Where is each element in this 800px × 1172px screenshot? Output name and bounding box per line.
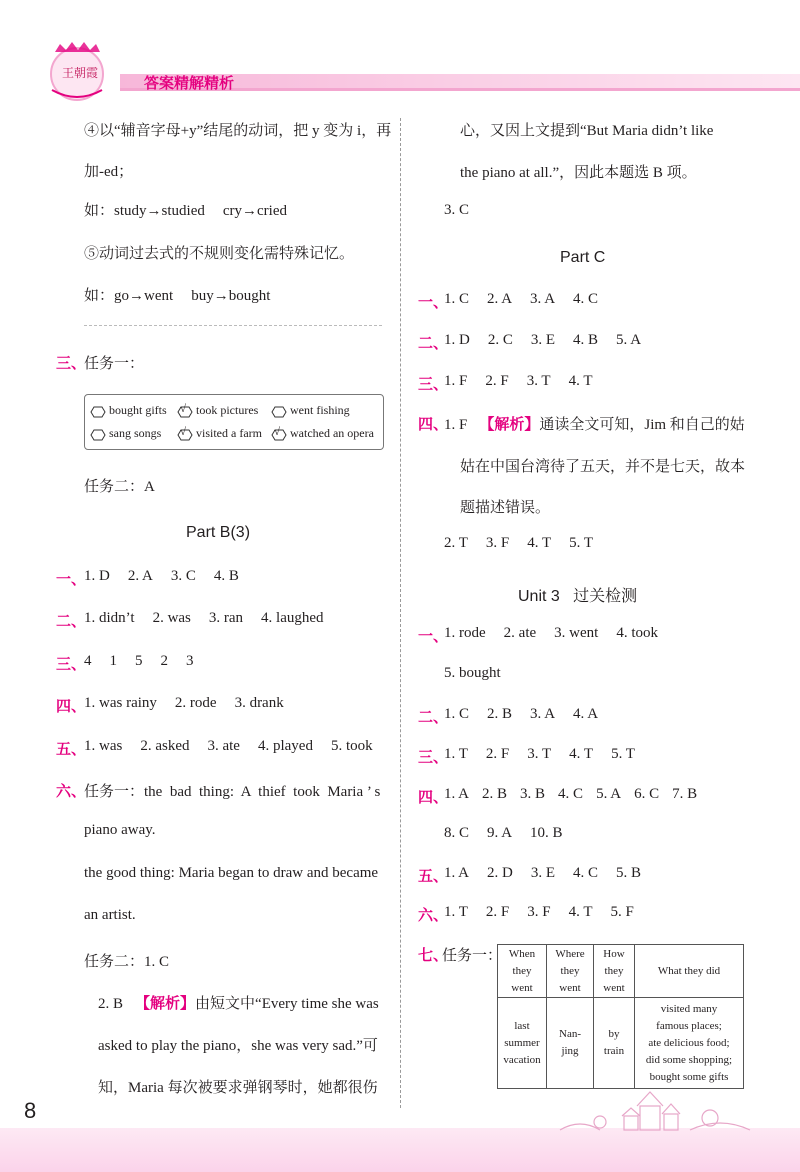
answer: 2. D <box>487 865 513 881</box>
answer: 3 <box>186 653 194 669</box>
answer-row <box>84 695 284 712</box>
cell-line: When <box>508 947 536 960</box>
answer-row <box>444 706 598 723</box>
option-text: watched an opera <box>290 426 374 440</box>
answer: 3. A <box>530 291 556 307</box>
answer: 7. B <box>672 786 698 802</box>
example-label: 如： <box>84 203 115 219</box>
answer: 10. B <box>530 825 563 841</box>
answer-row <box>444 825 563 842</box>
cell-line: jing <box>561 1045 579 1057</box>
analysis-text: 题描述错误。 <box>460 500 551 516</box>
question-label: 四、 <box>418 789 449 806</box>
answer: 1 <box>109 653 117 669</box>
hexagon-icon <box>177 425 193 440</box>
answer: 1. A <box>444 786 470 802</box>
answer-row <box>444 332 641 349</box>
cell-line: How <box>603 947 625 960</box>
answer: 1. C <box>444 706 470 722</box>
answer-row <box>444 865 641 882</box>
answer: 1. T <box>444 746 468 762</box>
answer: 2. ate <box>503 625 537 641</box>
answer: 4. B <box>573 332 599 348</box>
answer: 3. C <box>170 568 196 584</box>
answer: 3. ate <box>207 738 240 754</box>
question-label: 一、 <box>418 628 449 645</box>
cell-line: they <box>512 964 532 977</box>
cell-line: last <box>514 1019 530 1032</box>
answer-row <box>444 535 593 552</box>
answer: 4. T <box>569 746 594 762</box>
footer-castle-decoration <box>540 1088 780 1138</box>
logo-text: 王朝霞 <box>62 66 99 80</box>
answer-row <box>444 904 634 921</box>
option <box>177 403 258 418</box>
answer: 2. C <box>487 332 513 348</box>
q6-line-1: 任务一：the bad thing: A thief took Maria ’ s <box>84 784 381 800</box>
answer: 1. D <box>84 568 110 584</box>
answer-row <box>444 625 658 642</box>
analysis-text: 姑在中国台湾待了五天，并不是七天，故本 <box>460 459 746 475</box>
cell-line: by <box>608 1028 620 1040</box>
cell-line: went <box>511 981 533 994</box>
question-label: 五、 <box>418 868 449 885</box>
rule-4-line-2: 加-ed； <box>84 164 134 180</box>
answer: 4 <box>84 653 92 669</box>
analysis-continued: the piano at all.”，因此本题选 B 项。 <box>460 165 697 181</box>
answer: 9. A <box>487 825 513 841</box>
check-mark: √ <box>274 425 281 438</box>
example-item: go→went <box>114 288 174 304</box>
table-cell <box>635 998 744 1089</box>
answer: 4. took <box>616 625 658 641</box>
answer: 2. B <box>482 786 508 802</box>
example-1 <box>84 199 287 220</box>
answer: 3. A <box>530 706 556 722</box>
q6-task-2: 任务二：1. C <box>84 954 170 970</box>
table-header-row <box>498 945 744 998</box>
option <box>271 426 374 441</box>
answer: 2. A <box>127 568 153 584</box>
answer: 2. B <box>98 996 124 1012</box>
answer: 2. B <box>487 706 513 722</box>
answer-row <box>444 746 635 763</box>
cell-line: went <box>559 981 581 994</box>
analysis-text: 由短文中“Every time she was <box>195 996 379 1012</box>
answer: 5. A <box>616 332 642 348</box>
answer: 4. played <box>257 738 313 754</box>
answer: 5. F <box>610 904 634 920</box>
cell-line: ate delicious food; <box>648 1036 730 1049</box>
answer: 1. C <box>444 291 470 307</box>
answer: 4. T <box>527 535 552 551</box>
answer: 1. F <box>444 417 468 433</box>
table-header-cell <box>498 945 547 998</box>
option-text: visited a farm <box>196 426 262 440</box>
answer: 3. ran <box>208 610 244 626</box>
answer: 2. F <box>485 373 509 389</box>
cell-line: went <box>603 981 625 994</box>
hexagon-icon <box>177 402 193 417</box>
answer: 1. A <box>444 865 470 881</box>
answer: 4. T <box>568 904 593 920</box>
answer: 4. B <box>213 568 239 584</box>
answer: 2. T <box>444 535 468 551</box>
question-label: 三、 <box>56 656 87 673</box>
answer: 1. D <box>444 332 470 348</box>
task-options-box <box>84 394 384 450</box>
option-text: sang songs <box>109 426 162 440</box>
answer: 2 <box>160 653 168 669</box>
answer: 4. A <box>573 706 599 722</box>
answer: 4. C <box>573 291 599 307</box>
answer: 6. C <box>634 786 660 802</box>
answer: 5. T <box>611 746 635 762</box>
answer-table <box>497 944 744 1089</box>
example-item: cry→cried <box>222 203 287 219</box>
answer: 1. T <box>444 904 468 920</box>
page-header <box>0 0 800 112</box>
answer: 8. C <box>444 825 470 841</box>
example-item: buy→bought <box>191 288 271 304</box>
table-header-cell <box>547 945 594 998</box>
task-2-answer: 任务二：A <box>84 479 155 495</box>
answer: 3. went <box>554 625 599 641</box>
cell-line: What they did <box>657 964 721 977</box>
question-label: 二、 <box>56 613 87 630</box>
cell-line: vacation <box>503 1053 541 1066</box>
answer: 2. was <box>152 610 191 626</box>
question-label: 一、 <box>56 571 87 588</box>
answer: 1. rode <box>444 625 486 641</box>
question-label: 三、 <box>418 749 449 766</box>
part-b3-heading: Part B(3) <box>186 524 251 541</box>
answer-row <box>444 373 593 390</box>
header-decoration <box>0 0 800 112</box>
answer-row <box>84 653 194 670</box>
analysis-text: asked to play the piano，she was very sad.”可 <box>98 1038 378 1054</box>
answer: 4. T <box>568 373 593 389</box>
cell-line: they <box>560 964 580 977</box>
option-text: bought gifts <box>109 403 167 417</box>
answer: 5 <box>135 653 143 669</box>
answer: 5. B <box>616 865 642 881</box>
q6-line-4: an artist. <box>84 907 136 923</box>
table-row <box>498 998 744 1089</box>
section-title: 答案精解精析 <box>144 75 235 92</box>
answer: 2. asked <box>140 738 190 754</box>
cell-line: bought some gifts <box>649 1070 729 1083</box>
answer-row <box>444 291 598 308</box>
answer: 2. rode <box>174 695 217 711</box>
section-divider <box>84 325 382 326</box>
hexagon-icon <box>90 406 106 417</box>
answer: 3. drank <box>234 695 284 711</box>
answer: 5. took <box>330 738 373 754</box>
question-label: 三、 <box>418 376 449 393</box>
q6-line-3: the good thing: Maria began to draw and became <box>84 865 379 881</box>
answer: 3. B <box>520 786 546 802</box>
answer: 1. was rainy <box>84 695 157 711</box>
table-cell <box>547 998 594 1089</box>
question-label: 六、 <box>56 783 87 800</box>
check-mark: √ <box>180 402 187 415</box>
analysis-text: 知，Maria 每次被要求弹钢琴时，她都很伤 <box>98 1080 378 1096</box>
question-label: 七、 <box>418 947 449 964</box>
page-number: 8 <box>24 1098 37 1123</box>
hexagon-icon <box>271 406 287 417</box>
question-label: 二、 <box>418 335 449 352</box>
table-cell <box>498 998 547 1089</box>
cell-line: did some shopping; <box>645 1053 733 1066</box>
question-label: 一、 <box>418 294 449 311</box>
answer: 4. laughed <box>261 610 324 626</box>
part-c-heading: Part C <box>560 249 606 266</box>
answer-row <box>84 610 324 627</box>
question-label: 三、 <box>56 355 87 372</box>
column-divider <box>400 118 401 1108</box>
task-1-label: 任务一： <box>84 356 145 372</box>
answer: 3. E <box>530 332 556 348</box>
check-mark: √ <box>180 425 187 438</box>
answer: 5. A <box>596 786 622 802</box>
cell-line: Nan- <box>559 1028 581 1040</box>
example-label: 如： <box>84 288 115 304</box>
answer: 2. F <box>485 746 510 762</box>
hexagon-icon <box>90 429 106 440</box>
answer: 3. E <box>530 865 556 881</box>
answer: 5. T <box>569 535 594 551</box>
table-cell <box>594 998 635 1089</box>
question-label: 二、 <box>418 709 449 726</box>
cell-line: famous places; <box>656 1019 722 1032</box>
table-header-cell <box>594 945 635 998</box>
answer-row <box>444 786 697 803</box>
answer: 3. C <box>444 202 470 218</box>
option <box>271 403 350 418</box>
answer: 1. was <box>84 738 123 754</box>
task-1-label: 任务一： <box>442 948 503 964</box>
answer: 4. C <box>573 865 599 881</box>
answer: 1. didn’t <box>84 610 135 626</box>
cell-line: they <box>604 964 624 977</box>
analysis-continued: 心，又因上文提到“But Maria didn’t like <box>460 123 714 139</box>
table-header-cell <box>635 945 744 998</box>
cell-line: visited many <box>660 1002 718 1015</box>
rule-4-line-1: ④以“辅音字母+y”结尾的动词，把 y 变为 i，再 <box>84 123 392 139</box>
analysis-tag: 【解析】 <box>135 995 196 1012</box>
answer: 5. bought <box>444 665 501 681</box>
answer: 4. C <box>558 786 584 802</box>
cell-line: train <box>603 1045 625 1057</box>
option <box>177 426 262 441</box>
q6-line-2: piano away. <box>84 822 156 838</box>
question-label: 五、 <box>56 741 87 758</box>
hexagon-icon <box>271 425 287 440</box>
example-item: study→studied <box>114 203 205 219</box>
cell-line: summer <box>504 1036 540 1049</box>
question-label: 四、 <box>56 698 87 715</box>
analysis-text: 通读全文可知，Jim 和自己的姑 <box>539 417 745 433</box>
question-label: 四、 <box>418 416 449 433</box>
answer: 2. A <box>487 291 513 307</box>
option <box>90 403 167 418</box>
answer-row <box>84 568 239 585</box>
answer-row <box>84 738 373 755</box>
answer: 3. F <box>485 535 510 551</box>
cell-line: Where <box>555 947 585 960</box>
analysis-tag: 【解析】 <box>479 416 540 433</box>
option <box>90 426 161 441</box>
answer: 3. F <box>527 904 551 920</box>
question-label: 六、 <box>418 907 449 924</box>
answer: 1. F <box>444 373 468 389</box>
example-2 <box>84 284 270 305</box>
c4-item-1 <box>444 413 745 434</box>
answer: 3. T <box>526 373 551 389</box>
unit-3-heading: Unit 3 过关检测 <box>518 588 638 605</box>
option-text: went fishing <box>290 403 350 417</box>
option-text: took pictures <box>196 403 259 417</box>
q6-item-2 <box>98 992 379 1013</box>
rule-5: ⑤动词过去式的不规则变化需特殊记忆。 <box>84 246 355 262</box>
answer: 3. T <box>527 746 552 762</box>
answer: 2. F <box>485 904 510 920</box>
